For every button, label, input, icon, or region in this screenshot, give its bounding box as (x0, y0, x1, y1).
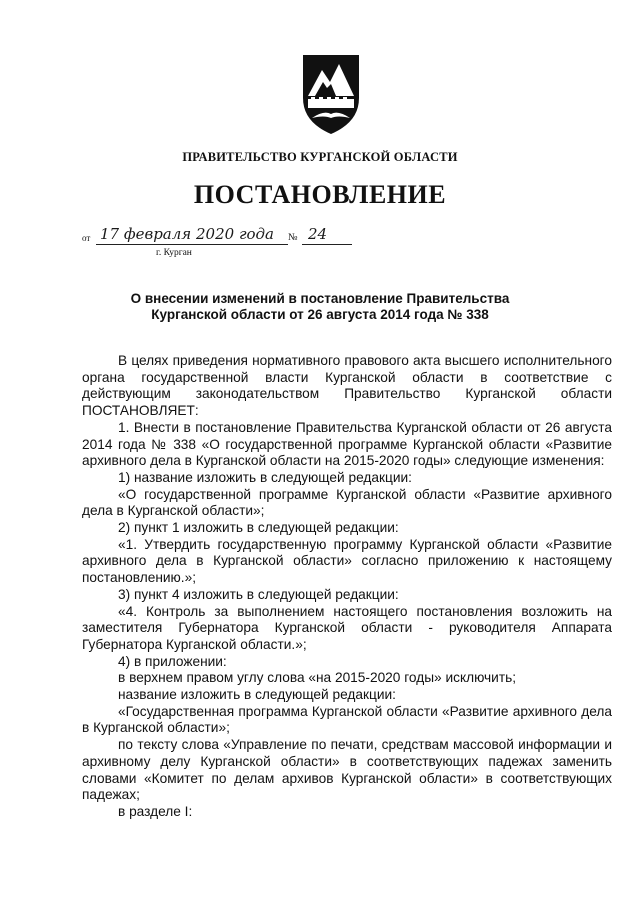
paragraph-item-1: 1. Внести в постановление Правительства Курганской области от 26 августа 2014 года № 338 «О государственной программе Курганской области «Развитие архивного дела в Курганской области на 2015-2020 годы» следующие изменения: (82, 419, 612, 469)
number-underline (302, 244, 352, 245)
paragraph-quote-program: «Государственная программа Курганской области «Развитие архивного дела в Курганской области»; (82, 703, 612, 736)
handwritten-number: 24 (308, 225, 328, 243)
document-subject (90, 291, 550, 323)
paragraph-subitem-3: 3) пункт 4 изложить в следующей редакции: (118, 586, 399, 602)
handwritten-date: 17 февраля 2020 года (100, 225, 275, 243)
paragraph-corner-words: в верхнем правом углу слова «на 2015-2020 годы» исключить; (118, 670, 517, 686)
subject-line: О внесении изменений в постановление Правительства (130, 291, 510, 306)
paragraph-quote-title: «О государственной программе Курганской области «Развитие архивного дела в Курганской области»; (82, 486, 612, 519)
subject-line: Курганской области от 26 августа 2014 года № 338 (151, 307, 489, 322)
paragraph-section-1: в разделе I: (118, 803, 193, 819)
date-underline (96, 244, 288, 245)
paragraph-name-edit: название изложить в следующей редакции: (118, 687, 396, 703)
paragraph-subitem-2: 2) пункт 1 изложить в следующей редакции: (118, 520, 399, 536)
government-name: ПРАВИТЕЛЬСТВО КУРГАНСКОЙ ОБЛАСТИ (182, 150, 458, 164)
paragraph-quote-point-1: «1. Утвердить государственную программу Курганской области «Развитие архивного дела в Курганской области» согласно приложению к настоящему постановлению.»; (82, 536, 612, 586)
from-label: от (82, 233, 91, 243)
city: г. Курган (156, 248, 192, 258)
paragraph-preamble: В целях приведения нормативного правового акта высшего исполнительного органа государственной власти Курганской области в соответствие с действующим законодательством Правительство Курганской области ПОСТАНОВЛЯЕТ: (82, 353, 612, 419)
document-body (82, 353, 612, 821)
number-sign: № (288, 232, 298, 243)
paragraph-subitem-1: 1) название изложить в следующей редакции: (118, 469, 412, 485)
document-type: ПОСТАНОВЛЕНИЕ (193, 180, 447, 209)
paragraph-quote-point-4: «4. Контроль за выполнением настоящего постановления возложить на заместителя Губернатора Курганской области - руководителя Аппарата Губернатора Курганской области.»; (82, 603, 612, 652)
paragraph-subitem-4: 4) в приложении: (118, 653, 227, 669)
paragraph-replace-words: по тексту слова «Управление по печати, средствам массовой информации и архивному делу Курганской области» в соответствующих падежах заменить словами «Комитет по делам архивов Курганской области» в соответствующих падежах; (82, 737, 612, 803)
date-number-line (82, 225, 352, 247)
coat-of-arms-icon (298, 52, 364, 136)
